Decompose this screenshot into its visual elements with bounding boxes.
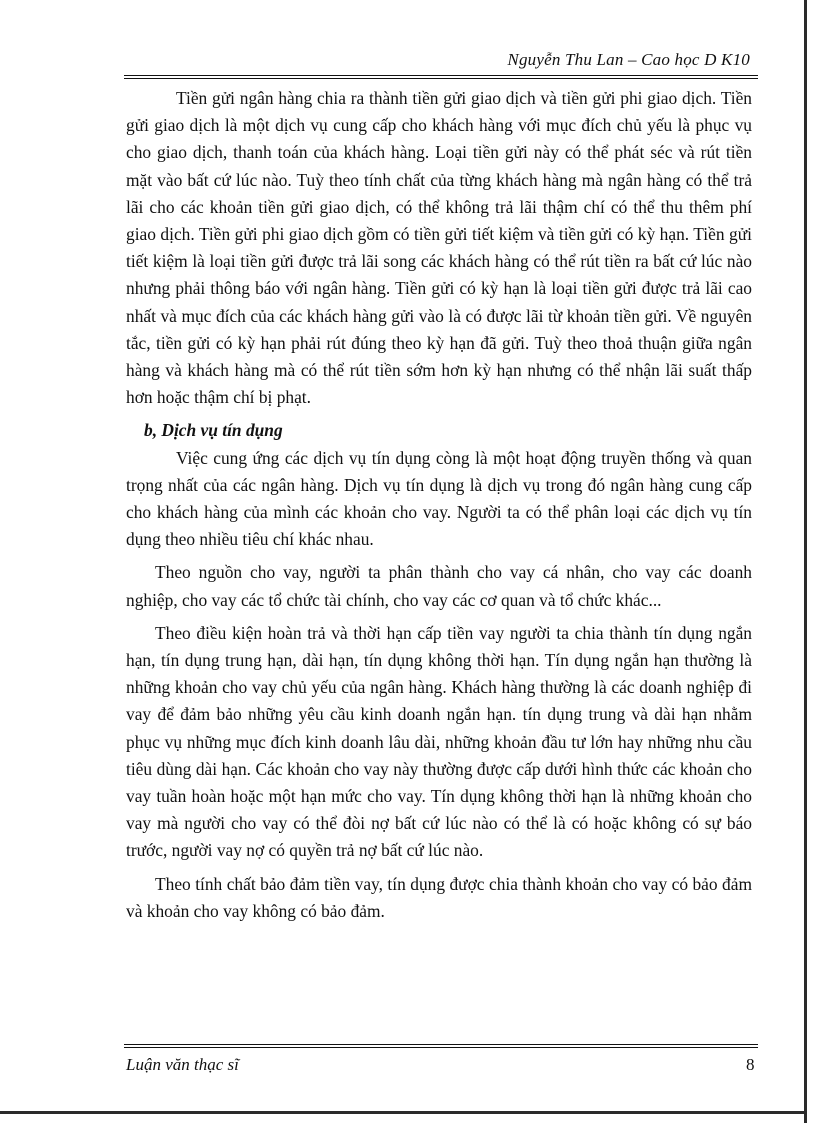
section-heading-credit: b, Dịch vụ tín dụng	[144, 420, 283, 441]
header-author: Nguyễn Thu Lan – Cao học D K10	[507, 50, 750, 69]
paragraph-credit-intro: Việc cung ứng các dịch vụ tín dụng còng là một hoạt động truyền thống và quan trọng nhất của các ngân hàng. Dịch vụ tín dụng là dịch vụ trong đó ngân hàng cung cấp cho khách hàng của mình các khoản cho vay. Người ta có thể phân loại các dịch vụ tín dụng theo nhiều tiêu chí khác nhau.	[126, 447, 752, 550]
paragraph-loan-term: Theo điều kiện hoàn trả và thời hạn cấp tiền vay người ta chia thành tín dụng ngắn hạn, tín dụng trung hạn, dài hạn, tín dụng không thời hạn. Tín dụng ngắn hạn thường là những khoản cho vay chủ yếu của ngân hàng. Khách hàng thường là các doanh nghiệp đi vay để đảm bảo những yêu cầu kinh doanh ngắn hạn. tín dụng trung và dài hạn nhằm phục vụ những mục đích kinh doanh lâu dài, những khoản đầu tư lớn hay những nhu cầu tiêu dùng dài hạn. Các khoản cho vay này thường được cấp dưới hình thức các khoản cho vay tuần hoàn hoặc một hạn mức cho vay. Tín dụng không thời hạn là những khoản cho vay mà người cho vay có thể đòi nợ bất cứ lúc nào có thể là có hoặc không có sự báo trước, người vay nợ có quyền trả nợ bất cứ lúc nào.	[126, 622, 752, 861]
page-border-bottom	[0, 1111, 807, 1114]
paragraph-deposits: Tiền gửi ngân hàng chia ra thành tiền gửi giao dịch và tiền gửi phi giao dịch. Tiền gửi giao dịch là một dịch vụ cung cấp cho khách hàng với mục đích chủ yếu là phục vụ cho giao dịch, thanh toán của khách hàng. Loại tiền gửi này có thể phát séc và rút tiền mặt vào bất cứ lúc nào. Tuỳ theo tính chất của từng khách hàng mà ngân hàng có thể trả lãi cho các khoản tiền gửi giao dịch, có thể không trả lãi thậm chí có thể thu thêm phí giao dịch. Tiền gửi phi giao dịch gồm có tiền gửi tiết kiệm và tiền gửi có kỳ hạn. Tiền gửi tiết kiệm là loại tiền gửi được trả lãi song các khách hàng có thể rút tiền ra bất cứ lúc nào nhưng phải thông báo với ngân hàng. Tiền gửi có kỳ hạn là loại tiền gửi được trả lãi cao nhất và mục đích của các khách hàng gửi vào là có được lãi từ khoản tiền gửi. Về nguyên tắc, tiền gửi có kỳ hạn phải rút đúng theo kỳ hạn đã gửi. Tuỳ theo thoả thuận giữa ngân hàng và khách hàng mà có thể rút tiền sớm hơn kỳ hạn nhưng có thể nhận lãi suất thấp hơn hoặc thậm chí bị phạt.	[126, 88, 752, 408]
page-number: 8	[746, 1055, 755, 1074]
footer-rule	[124, 1044, 758, 1045]
footer-rule-double	[124, 1047, 758, 1048]
header-rule	[124, 75, 758, 76]
footer-label: Luận văn thạc sĩ	[126, 1055, 239, 1074]
page-border-right	[804, 0, 807, 1123]
paragraph-loan-source: Theo nguồn cho vay, người ta phân thành cho vay cá nhân, cho vay các doanh nghiệp, cho vay các tổ chức tài chính, cho vay các cơ quan và tổ chức khác...	[126, 562, 752, 610]
document-body	[126, 85, 752, 925]
header-rule-double	[124, 78, 758, 79]
paragraph-loan-security: Theo tính chất bảo đảm tiền vay, tín dụng được chia thành khoản cho vay có bảo đảm và khoản cho vay không có bảo đảm.	[126, 873, 752, 921]
